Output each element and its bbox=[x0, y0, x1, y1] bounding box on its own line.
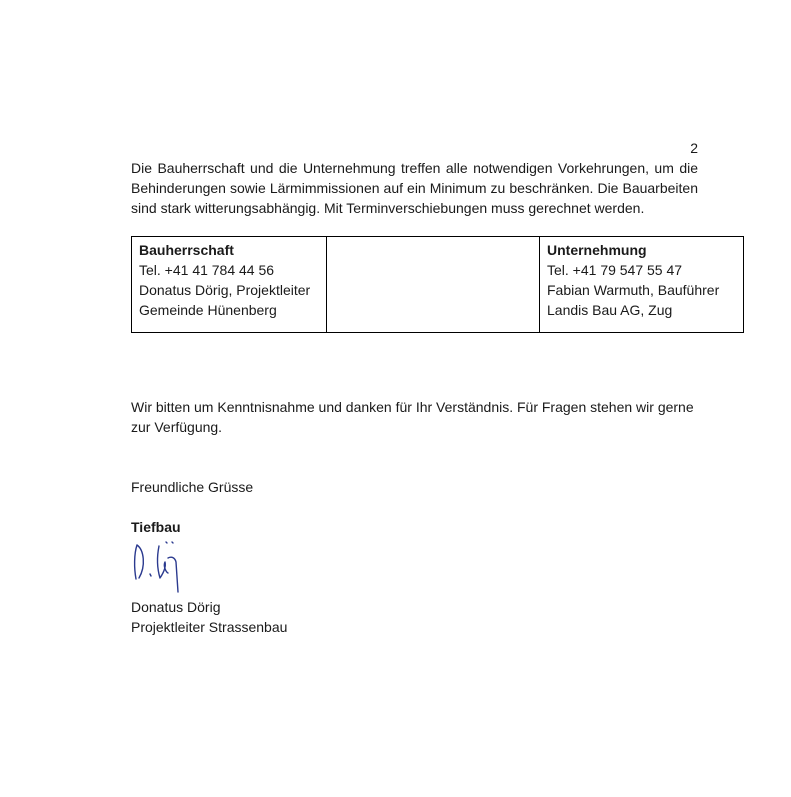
signature-stroke-d bbox=[135, 545, 144, 579]
contractor-heading: Unternehmung bbox=[547, 242, 647, 258]
owner-contact-cell bbox=[132, 237, 327, 333]
page-number: 2 bbox=[690, 140, 698, 156]
owner-phone: Tel. +41 41 784 44 56 bbox=[139, 262, 275, 278]
contacts-table bbox=[131, 236, 744, 333]
owner-person: Donatus Dörig, Projektleiter bbox=[139, 282, 311, 298]
closing-paragraph: Wir bitten um Kenntnisnahme und danken für Ihr Verständnis. Für Fragen stehen wir gerne zur Verfügung. bbox=[131, 399, 694, 435]
contractor-person: Fabian Warmuth, Bauführer bbox=[547, 282, 720, 298]
signature-stroke-tail bbox=[168, 557, 178, 592]
signature-strokes bbox=[135, 542, 178, 592]
signer-name: Donatus Dörig bbox=[131, 599, 221, 615]
contractor-organisation: Landis Bau AG, Zug bbox=[547, 302, 673, 318]
signature-stroke-loop bbox=[158, 546, 168, 578]
greeting: Freundliche Grüsse bbox=[131, 479, 254, 495]
empty-middle-cell bbox=[327, 237, 540, 333]
intro-paragraph: Die Bauherrschaft und die Unternehmung treffen alle notwendigen Vorkehrungen, um die Behinderungen sowie Lärmimmissionen auf ein Minimum zu beschränken. Die Bauarbeiten sind stark witterungsabhängig. Mit Terminverschiebungen muss gerechnet werden. bbox=[131, 160, 698, 216]
signer-role: Projektleiter Strassenbau bbox=[131, 619, 288, 635]
owner-heading: Bauherrschaft bbox=[139, 242, 234, 258]
contractor-phone: Tel. +41 79 547 55 47 bbox=[547, 262, 683, 278]
handwritten-signature bbox=[128, 536, 192, 596]
contacts-row bbox=[132, 237, 744, 333]
signature-stroke-dot bbox=[150, 574, 151, 576]
contractor-contact-cell bbox=[540, 237, 744, 333]
signature-stroke-umlaut bbox=[166, 542, 173, 543]
owner-organisation: Gemeinde Hünenberg bbox=[139, 302, 277, 318]
department-name: Tiefbau bbox=[131, 519, 181, 535]
